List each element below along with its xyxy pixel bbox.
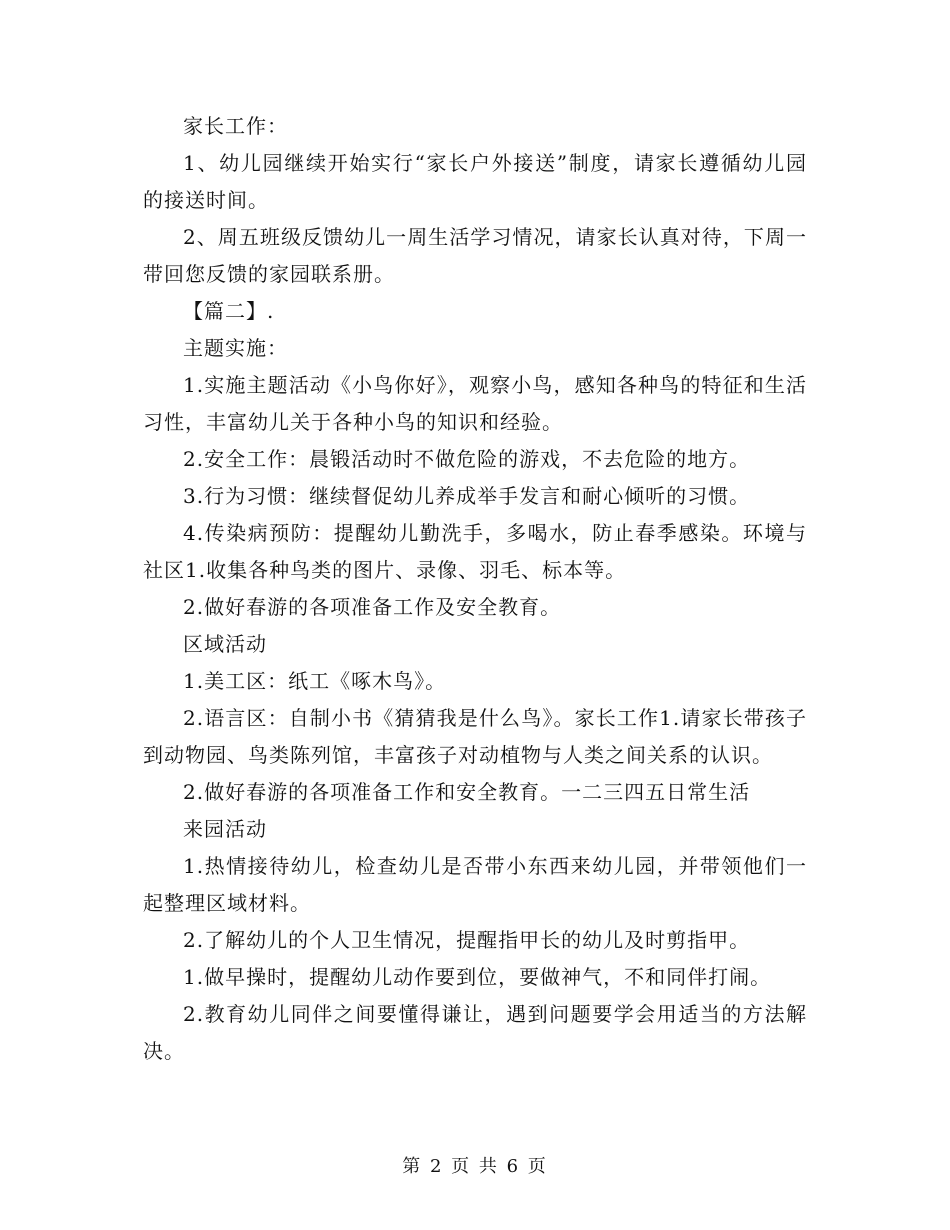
paragraph: 来园活动 bbox=[183, 817, 267, 841]
paragraph: 家长工作： bbox=[183, 114, 288, 138]
paragraph: 2.安全工作：晨锻活动时不做危险的游戏，不去危险的地方。 bbox=[183, 447, 751, 471]
paragraph: 主题实施： bbox=[183, 336, 288, 360]
paragraph: 4.传染病预防：提醒幼儿勤洗手，多喝水，防止春季感染。环境与社区1.收集各种鸟类的图片、录像、羽毛、标本等。 bbox=[143, 521, 807, 582]
paragraph: 2.语言区：自制小书《猜猜我是什么鸟》。家长工作1.请家长带孩子到动物园、鸟类陈列馆，丰富孩子对动植物与人类之间关系的认识。 bbox=[143, 706, 807, 767]
paragraph: 区域活动 bbox=[183, 632, 267, 656]
document-body bbox=[143, 108, 807, 1070]
paragraph: 2、周五班级反馈幼儿一周生活学习情况，请家长认真对待，下周一带回您反馈的家园联系册。 bbox=[143, 225, 807, 286]
paragraph: 2.做好春游的各项准备工作和安全教育。一二三四五日常生活 bbox=[183, 780, 751, 804]
paragraph: 1、幼儿园继续开始实行“家长户外接送”制度，请家长遵循幼儿园的接送时间。 bbox=[143, 151, 807, 212]
paragraph: 2.教育幼儿同伴之间要懂得谦让，遇到问题要学会用适当的方法解决。 bbox=[143, 1002, 807, 1063]
page-footer: 第 2 页 共 6 页 bbox=[402, 1156, 548, 1177]
paragraph: 1.实施主题活动《小鸟你好》，观察小鸟，感知各种鸟的特征和生活习性，丰富幼儿关于各种小鸟的知识和经验。 bbox=[143, 373, 807, 434]
paragraph: 1.热情接待幼儿，检查幼儿是否带小东西来幼儿园，并带领他们一起整理区域材料。 bbox=[143, 854, 807, 915]
paragraph: 2.做好春游的各项准备工作及安全教育。 bbox=[183, 595, 562, 619]
paragraph: 1.美工区：纸工《啄木鸟》。 bbox=[183, 669, 447, 693]
section-title: 【篇二】. bbox=[183, 299, 275, 323]
paragraph: 3.行为习惯：继续督促幼儿养成举手发言和耐心倾听的习惯。 bbox=[183, 484, 751, 508]
paragraph: 2.了解幼儿的个人卫生情况，提醒指甲长的幼儿及时剪指甲。 bbox=[183, 928, 751, 952]
paragraph: 1.做早操时，提醒幼儿动作要到位，要做神气，不和同伴打闹。 bbox=[183, 965, 772, 989]
